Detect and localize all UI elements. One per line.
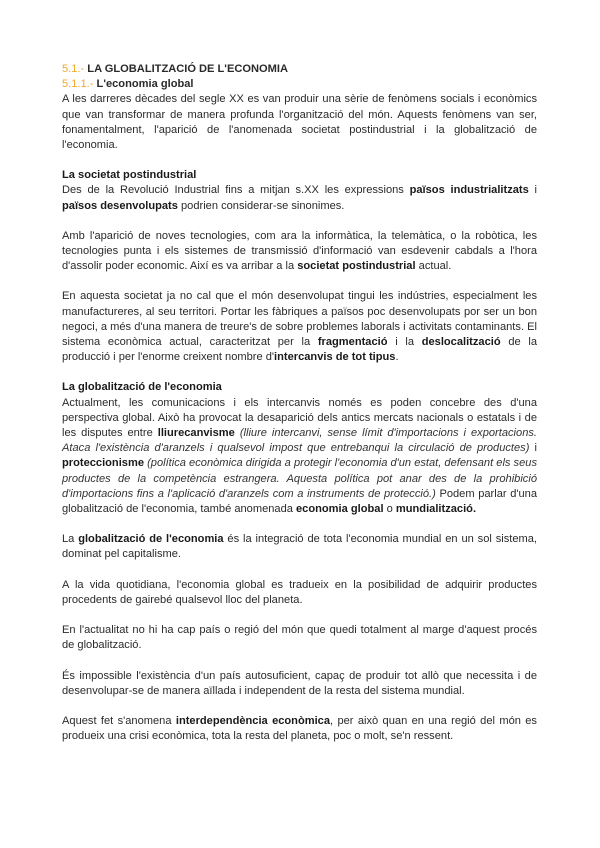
document-page bbox=[62, 62, 537, 744]
bold-term: proteccionisme bbox=[62, 457, 144, 470]
bold-term: països desenvolupats bbox=[62, 199, 178, 212]
section-number: 5.1.- bbox=[62, 63, 85, 75]
bold-term: globalització de l'economia bbox=[78, 533, 224, 546]
bold-term: interdependència econòmica bbox=[175, 714, 331, 727]
postindustrial-paragraph-1: Des de la Revolució Industrial fins a mitjan s.XX les expressions països industrialitzats i països desenvolupats podrien considerar-se sinonimes. bbox=[62, 184, 538, 212]
subsection-title: L'economia global bbox=[96, 78, 194, 91]
bold-term: països industrialitzats bbox=[409, 184, 529, 197]
bold-term: intercanvis de tot tipus bbox=[274, 351, 396, 364]
section-title: LA GLOBALITZACIÓ DE L'ECONOMIA bbox=[87, 63, 288, 75]
section-heading bbox=[62, 62, 537, 77]
postindustrial-paragraph-3: En aquesta societat ja no cal que el món desenvolupat tingui les indústries, especialment les manufactureres, al seu territori. Portar les fàbriques a països poc desenvolupats por ser un bon negoci, a més d'una manera de treure's de sobre problemes laborals i activitats contaminants. El sistema econòmica actual, caracteritzat per la fragmentació i la deslocalització de la producció i per l'enorme creixent nombre d'intercanvis de tot tipus. bbox=[62, 290, 537, 364]
globalitzacio-paragraph-1: Actualment, les comunicacions i els intercanvis només es poden concebre des d'una perspectiva global. Això ha provocat la desaparició dels antics mercats nacionals o estatals i de les disputes entre lliurecanvisme (lliure intercanvi, sense límit d'importacions i exportacions. Ataca l'existència d'aranzels i qualsevol impost que entrebanqui la circulació de productes) i proteccionisme (política econòmica dirigida a protegir l'economia d'un estat, defensant els seus productes de la competència estrangera. Aquesta política pot anar des de la prohibició d'importacions fins a l'aplicació d'aranzels com a instruments de protecció.) Podem parlar d'una globalització de l'economia, també anomenada economia global o mundialització. bbox=[62, 396, 538, 516]
postindustrial-paragraph-2: Amb l'aparició de noves tecnologies, com ara la informàtica, la telemàtica, o la robòtica, les tecnologies punta i els sistemes de transmissió d'informació van esdevenir cabdals a l'hora d'assolir poder economic. Així es va arribar a la societat postindustrial actual. bbox=[62, 229, 537, 273]
globalitzacio-paragraph-5: És impossible l'existència d'un país autosuficient, capaç de produir tot allò que necessita i de desenvolupar-se de manera aïllada i independent de la resta del sistema mundial. bbox=[62, 669, 537, 697]
globalitzacio-title: La globalització de l'economia bbox=[62, 381, 222, 394]
globalitzacio-paragraph-2: La globalització de l'economia és la integració de tota l'economia mundial en un sol sistema, dominat pel capitalisme. bbox=[62, 533, 537, 561]
intro-paragraph: A les darreres dècades del segle XX es van produir una sèrie de fenòmens socials i econòmics que van transformar de manera profunda l'organització del món. Aquests fenòmens van ser, fonamentalment, l'aparició de l'anomenada societat postindustrial i la globalització de l'economia. bbox=[62, 93, 537, 152]
postindustrial-title: La societat postindustrial bbox=[62, 169, 197, 182]
italic-note: (lliure intercanvi, sense límit d'importacions i exportacions. Ataca l'existència d'aranzels i qualsevol impost que entrebanqui la circulació de productes) bbox=[62, 427, 537, 455]
bold-term: deslocalització bbox=[421, 336, 501, 349]
globalitzacio-paragraph-4: En l'actualitat no hi ha cap país o regió del món que quedi totalment al marge d'aquest procés de globalització. bbox=[62, 624, 537, 652]
globalitzacio-paragraph-6: Aquest fet s'anomena interdependència econòmica, per això quan en una regió del món es produeix una crisi econòmica, tota la resta del planeta, poc o molt, se'n ressent. bbox=[62, 714, 537, 743]
subsection-heading bbox=[62, 77, 537, 92]
globalitzacio-paragraph-3: A la vida quotidiana, l'economia global es tradueix en la posibilidad de adquirir productes procedents de gairebé qualsevol lloc del planeta. bbox=[62, 578, 537, 606]
bold-term: fragmentació bbox=[317, 336, 388, 349]
bold-term: lliurecanvisme bbox=[157, 427, 235, 440]
subsection-number: 5.1.1.- bbox=[62, 78, 94, 91]
bold-term: societat postindustrial bbox=[297, 260, 416, 273]
bold-term: economia global bbox=[296, 503, 384, 516]
bold-term: mundialització. bbox=[395, 503, 477, 516]
italic-note: (política econòmica dirigida a protegir l'economia d'un estat, defensant els seus productes de la competència estrangera. Aquesta política pot anar des de la prohibició d'importacions fins a l'aplicació d'aranzels com a instruments de protecció.) bbox=[62, 457, 537, 500]
